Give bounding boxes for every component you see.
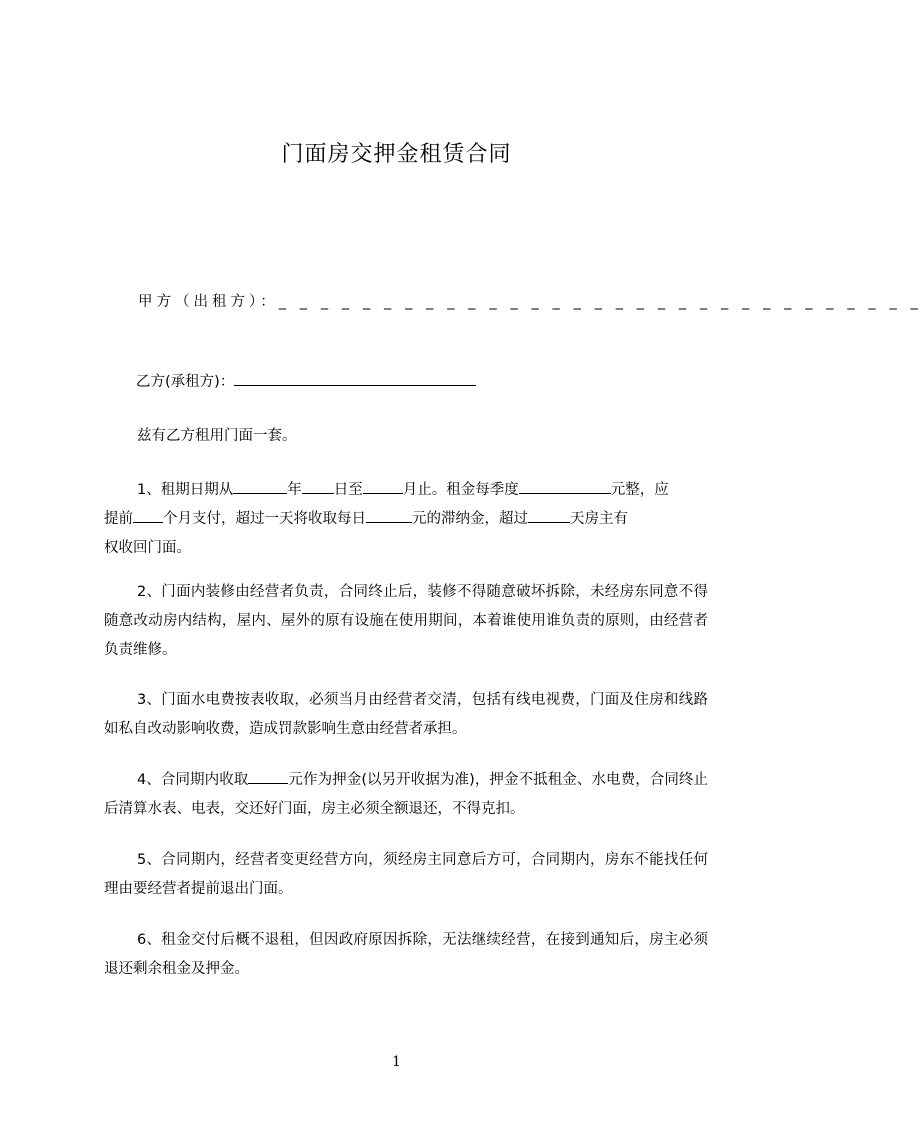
party-b-label: 乙方(承租方)： <box>136 374 235 390</box>
clause-1-line2 <box>104 505 628 534</box>
blank-quarterly-rent <box>519 481 611 494</box>
blank-start-year <box>233 481 287 494</box>
blank-days-overdue <box>528 510 570 523</box>
clause-1-text: 天房主有 <box>570 511 628 527</box>
clause-1 <box>104 476 708 563</box>
party-a-label: 甲方（出租方）： <box>138 294 279 310</box>
clause-1-text: 元整，应 <box>610 482 669 498</box>
blank-deposit <box>248 771 288 784</box>
party-b-line <box>136 371 740 392</box>
clause-4 <box>104 766 708 824</box>
intro-paragraph: 兹有乙方租用门面一套。 <box>137 428 297 444</box>
clause-4-text: 元作为押金(以另开收据为准)，押金不抵租金、水电费，合同终止后清算水表、电表，交还好门面，房主必须全额退还，不得克扣。 <box>104 772 709 817</box>
clause-3: 3、门面水电费按表收取，必须当月由经营者交清，包括有线电视费，门面及住房和线路如私自改动影响收费，造成罚款影响生意由经营者承担。 <box>104 692 708 737</box>
page-number: 1 <box>392 1054 401 1070</box>
clause-1-text: 月止。租金每季度 <box>402 482 519 498</box>
blank-start-day <box>302 481 334 494</box>
clause-1-text: 个月支付，超过一天将收取每日 <box>163 511 366 527</box>
clause-6: 6、租金交付后概不退租，但因政府原因拆除，无法继续经营，在接到通知后，房主必须退还剩余租金及押金。 <box>104 932 708 977</box>
party-a-line <box>138 292 922 312</box>
document-title: 门面房交押金租赁合同 <box>281 142 512 167</box>
clause-1-text: 1、租期日期从 <box>137 482 234 498</box>
party-a-blank: _ _ _ _ _ _ _ _ _ _ _ _ _ _ _ _ _ _ _ _ _ _ _ _ _ _ _ _ _ _ _ <box>278 294 922 310</box>
clause-5: 5、合同期内，经营者变更经营方向，须经房主同意后方可，合同期内，房东不能找任何理由要经营者提前退出门面。 <box>104 852 708 897</box>
blank-end-month <box>363 481 403 494</box>
clause-1-text: 提前 <box>104 511 133 527</box>
clause-2: 2、门面内装修由经营者负责，合同终止后，装修不得随意破坏拆除，未经房东同意不得随意改动房内结构，屋内、屋外的原有设施在使用期间，本着谁使用谁负责的原则，由经营者负责维修。 <box>104 584 708 658</box>
clause-4-text: 4、合同期内收取 <box>137 772 249 788</box>
blank-late-fee <box>366 510 412 523</box>
clause-1-text: 元的滞纳金，超过 <box>412 511 528 527</box>
blank-months-advance <box>133 510 163 523</box>
clause-1-text: 年 <box>287 482 302 498</box>
clause-1-text: 日至 <box>333 482 363 498</box>
party-b-blank <box>234 371 476 386</box>
clause-1-text: 权收回门面。 <box>104 540 191 556</box>
